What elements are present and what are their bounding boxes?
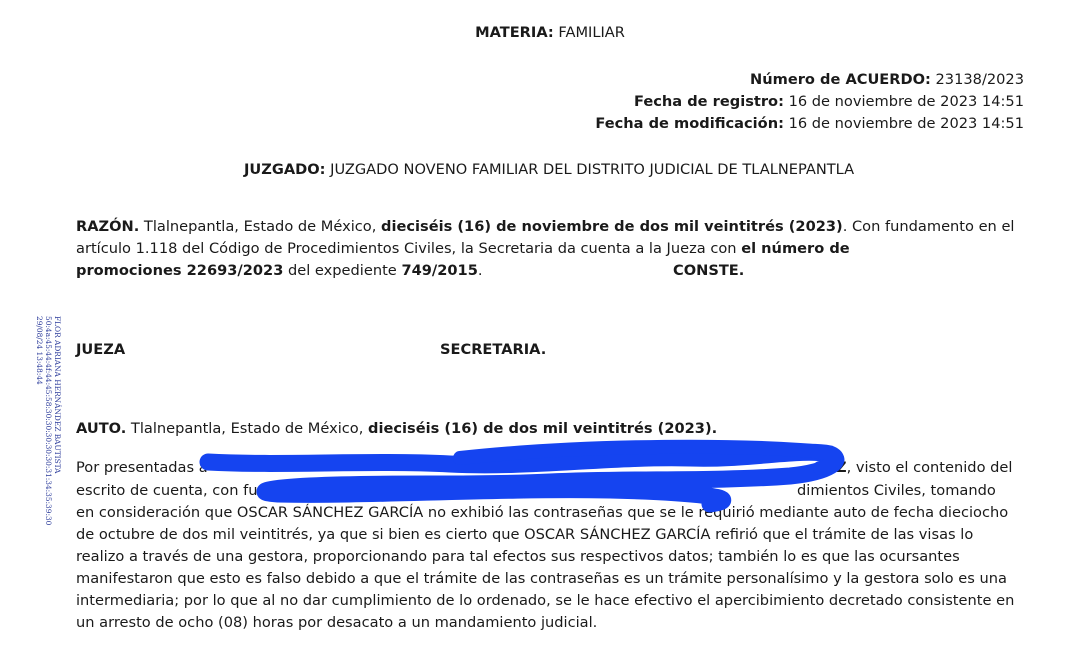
razon-text: .: [477, 262, 483, 279]
jueza-signature-label: [76, 339, 125, 360]
materia-line: [0, 22, 1080, 43]
auto-date: dieciséis (16) de dos mil veintitrés (2023).: [368, 420, 718, 437]
razon-text: . Con fundamento en el: [842, 218, 1015, 235]
juzgado-label: JUZGADO:: [244, 161, 326, 178]
body-line-1-end: [826, 457, 1012, 478]
razon-text: del expediente: [288, 262, 397, 279]
signer-name: FLOR ADRIANA HERNÁNDEZ BAUTISTA: [53, 316, 62, 474]
body-line-1: [76, 457, 208, 478]
modificacion-value: 16 de noviembre de 2023 14:51: [788, 115, 1024, 132]
juzgado-value: JUZGADO NOVENO FAMILIAR DEL DISTRITO JUDICIAL DE TLALNEPANTLA: [330, 161, 855, 178]
registro-value: 16 de noviembre de 2023 14:51: [788, 93, 1024, 110]
materia-value: FAMILIAR: [558, 24, 625, 41]
juzgado-line: [244, 159, 854, 180]
acuerdo-value: 23138/2023: [935, 71, 1024, 88]
razon-line-3: [76, 260, 483, 281]
body-line-2: [76, 480, 276, 501]
redaction-stroke: [460, 447, 837, 468]
razon-line-2: [76, 238, 850, 259]
razon-date: dieciséis (16) de noviembre de dos mil veintitrés (2023): [381, 218, 843, 235]
body-line-8: un arresto de ocho (08) horas por desacato a un mandamiento judicial.: [76, 614, 598, 631]
registro-line: [634, 91, 1024, 112]
razon-line-1: [76, 216, 1014, 237]
body-line-3: en consideración que OSCAR SÁNCHEZ GARCÍA no exhibió las contraseñas que se le requirió mediante auto de fecha dieciocho: [76, 504, 1009, 521]
secretaria-signature-label: [440, 339, 546, 360]
promociones-number: promociones 22693/2023: [76, 262, 284, 279]
secretaria-text: SECRETARIA.: [440, 341, 547, 358]
body-line-2-end: [797, 480, 996, 501]
body-text-bold: EZ: [826, 459, 847, 476]
body-line-4: de octubre de dos mil veintitrés, ya que si bien es cierto que OSCAR SÁNCHEZ GARCÍA refirió que el trámite de las visas lo: [76, 526, 974, 543]
conste-label: [673, 260, 744, 281]
body-line-7: intermediaria; por lo que al no dar cumplimiento de lo ordenado, se le hace efectivo el apercibimiento decretado consistente en: [76, 592, 1015, 609]
registro-label: Fecha de registro:: [633, 93, 784, 110]
razon-text: Tlalnepantla, Estado de México,: [143, 218, 377, 235]
auto-label: AUTO.: [76, 420, 127, 437]
jueza-text: JUEZA: [76, 341, 126, 358]
modificacion-line: [595, 113, 1024, 134]
body-line-5: realizo a través de una gestora, proporcionando para tal efectos sus respectivos datos; también lo es que las ocursantes: [76, 548, 960, 565]
body-text: 134, 1.138, 1.164 y 2.: [463, 482, 625, 499]
signature-timestamp: 29/08/24 13:48:44: [35, 316, 44, 385]
electronic-signature-stamp: [22, 316, 68, 526]
expediente-number: 749/2015: [401, 262, 478, 279]
auto-text: Tlalnepantla, Estado de México,: [130, 420, 364, 437]
conste-text: CONSTE.: [673, 262, 745, 279]
body-line-6: manifestaron que esto es falso debido a que el trámite de las contraseñas es un trámite personalísimo y la gestora solo es una: [76, 570, 1007, 587]
body-text: escrito de cuenta, con fund: [76, 482, 277, 499]
razon-text: artículo 1.118 del Código de Procedimientos Civiles, la Secretaria da cuenta a la Jueza con: [76, 240, 737, 257]
modificacion-label: Fecha de modificación:: [595, 115, 784, 132]
acuerdo-label: Número de ACUERDO:: [750, 71, 931, 88]
body-text: dimientos Civiles, tomando: [797, 482, 996, 499]
auto-line: [76, 418, 717, 439]
body-text: Por presentadas a: [76, 459, 208, 476]
acuerdo-line: [750, 69, 1024, 90]
body-text: , visto el contenido del: [846, 459, 1013, 476]
signature-hash: 50:4a:45:44:4f:44:45:58:30:30:30:30:30:31:34:35:39:30: [44, 316, 53, 526]
razon-emphasis: el número de: [741, 240, 850, 257]
body-line-2-mid: [463, 480, 625, 501]
materia-label: MATERIA:: [475, 24, 554, 41]
razon-label: RAZÓN.: [76, 218, 140, 235]
